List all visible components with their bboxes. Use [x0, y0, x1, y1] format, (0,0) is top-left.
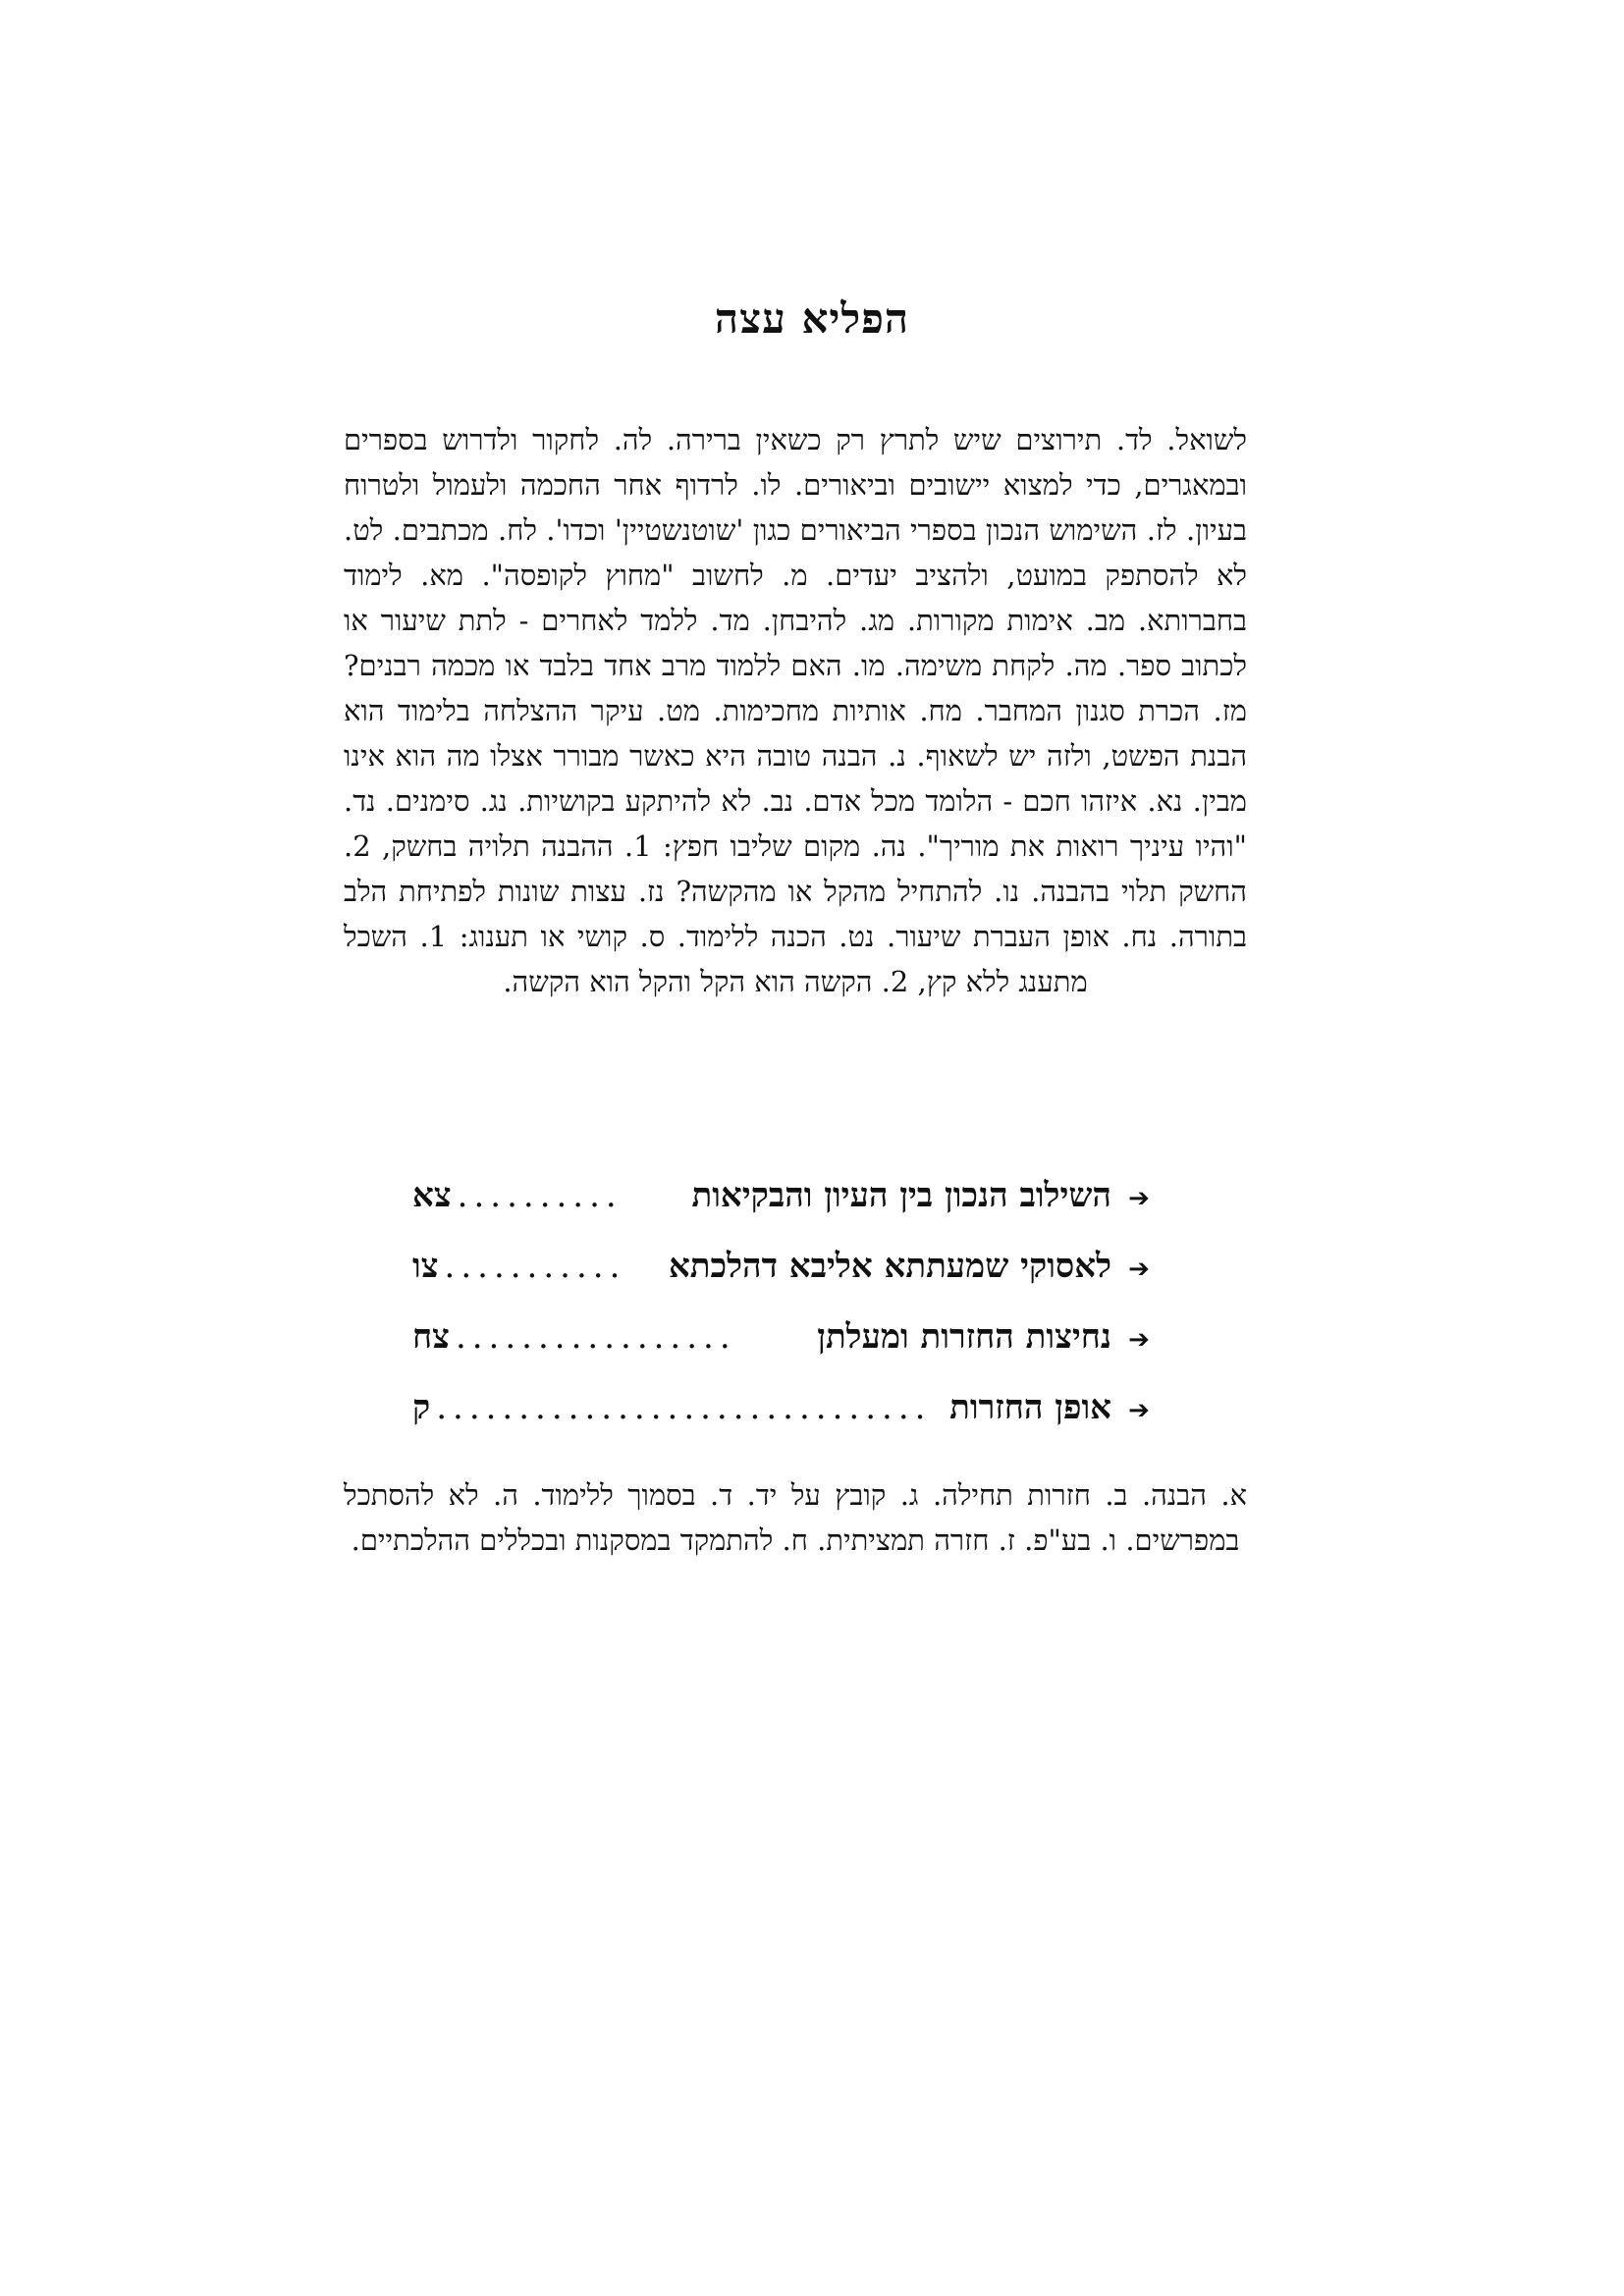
arrow-icon: ➔ — [1128, 1255, 1150, 1284]
toc-entry[interactable] — [412, 1176, 1159, 1247]
toc-entry[interactable] — [412, 1247, 1159, 1317]
toc-entry[interactable] — [412, 1317, 1159, 1388]
toc-dot-leader: ................. — [455, 1317, 736, 1357]
topics-paragraph-bottom: א. הבנה. ב. חזרות תחילה. ג. קובץ על יד. ד. בסמוך ללימוד. ה. לא להסתכל במפרשים. ו. בע"פ. ז. חזרה תמציתית. ח. להתמקד במסקנות ובכללים ההלכתיים. — [344, 1478, 1247, 1557]
toc-page-number: צו — [412, 1247, 439, 1286]
page-title: הפליא עצה — [714, 294, 910, 343]
toc-page-number: צא — [412, 1176, 452, 1215]
topics-paragraph-top: לשואל. לד. תירוצים שיש לתרץ רק כשאין ברירה. לה. לחקור ולדרוש בספרים ובמאגרים, כדי למצוא יישובים וביאורים. לו. לרדוף אחר החכמה ולעמול ולטרוח בעיון. לז. השימוש הנכון בספרי הביאורים כגון 'שוטנשטיין' וכדו'. לח. מכתבים. לט. לא להסתפק במועט, ולהציב יעדים. מ. לחשוב "מחוץ לקופסה". מא. לימוד בחברותא. מב. אימות מקורות. מג. להיבחן. מד. ללמד לאחרים - לתת שיעור או לכתוב ספר. מה. לקחת משימה. מו. האם ללמוד מרב אחד בלבד או מכמה רבנים? מז. הכרת סגנון המחבר. מח. אותיות מחכימות. מט. עיקר ההצלחה בלימוד הוא הבנת הפשט, ולזה יש לשאוף. נ. הבנה טובה היא כאשר מבורר אצלו מה הוא אינו מבין. נא. איזהו חכם - הלומד מכל אדם. נב. לא להיתקע בקושיות. נג. סימנים. נד. "והיו עיניך רואות את מוריך". נה. מקום שליבו חפץ: 1. ההבנה תלויה בחשק, 2. החשק תלוי בהבנה. נו. להתחיל מהקל או מהקשה? נז. עצות שונות לפתיחת הלב בתורה. נח. אופן העברת שיעור. נט. הכנה ללימוד. ס. קושי או תענוג: 1. השכל מתענג ללא קץ, 2. הקשה הוא הקל והקל הוא הקשה. — [344, 423, 1248, 998]
toc-dot-leader: ........... — [444, 1247, 626, 1286]
toc-page-number: ק — [412, 1388, 431, 1427]
toc-entry-title: השילוב הנכון בין העיון והבקיאות — [691, 1176, 1111, 1215]
toc-entry-title: לאסוקי שמעתתא אליבא דהלכתא — [668, 1247, 1111, 1286]
arrow-icon: ➔ — [1128, 1325, 1150, 1355]
toc-entry[interactable] — [412, 1388, 1159, 1459]
arrow-icon: ➔ — [1128, 1184, 1150, 1213]
toc-entry-title: נחיצות החזרות ומעלתן — [817, 1317, 1111, 1357]
arrow-icon: ➔ — [1128, 1396, 1150, 1425]
toc-dot-leader: .............................. — [436, 1388, 932, 1427]
toc-page-number: צח — [412, 1317, 450, 1357]
toc-dot-leader: .......... — [457, 1176, 623, 1215]
table-of-contents — [412, 1176, 1159, 1459]
toc-entry-title: אופן החזרות — [949, 1388, 1111, 1427]
